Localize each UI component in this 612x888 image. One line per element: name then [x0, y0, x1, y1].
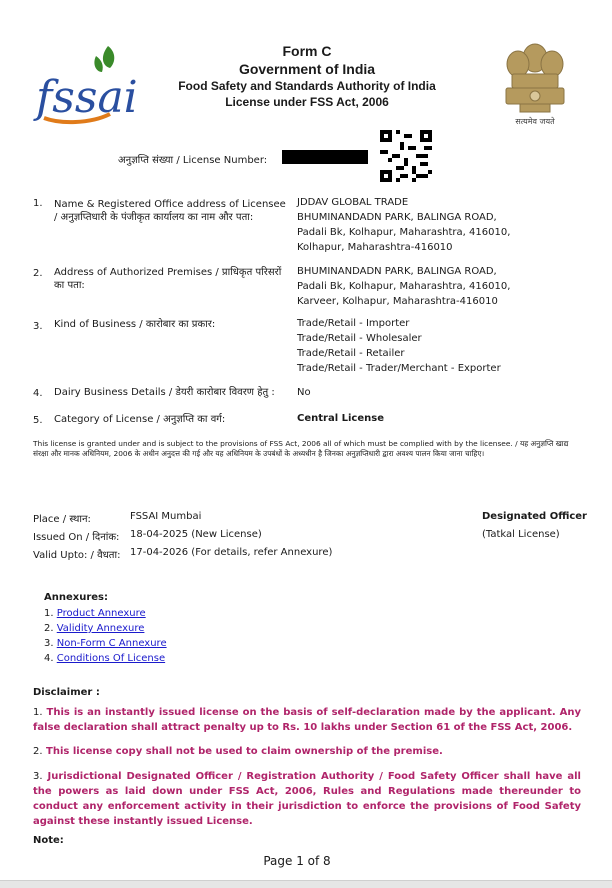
licensee-name: JDDAV GLOBAL TRADE: [297, 197, 409, 208]
item-value: [297, 264, 587, 309]
valid-value: 17-04-2026 (For details, refer Annexure): [130, 547, 333, 558]
license-terms-text: This license is granted under and is subject to the provisions of FSS Act, 2006 all of which must be complied with by the licensee. / यह अनुज्ञप्ति खाद्य संरक्षा और मानक अधिनियम, 2006 के अधीन अनुदत्त की गई और यह अधिनियम के उपबंधों के अध्यधीन है जिनका अनुज्ञप्तिधारी द्वारा अवश्य पालन किया जाना चाहिए।: [33, 439, 569, 458]
list-item: 1. Product Annexure: [44, 608, 146, 619]
item-value: [297, 385, 587, 400]
address-line: BHUMINANDADN PARK, BALINGA ROAD,: [297, 212, 497, 223]
list-item: 4. Conditions Of License: [44, 653, 166, 664]
item-number: 5.: [33, 415, 43, 426]
validity-annexure-link[interactable]: Validity Annexure: [56, 623, 145, 634]
national-emblem-icon: [490, 38, 580, 130]
place-value: FSSAI Mumbai: [130, 511, 202, 522]
designated-officer: Designated Officer: [482, 511, 587, 522]
item-number: 4.: [33, 388, 43, 399]
business-kind: Trade/Retail - Wholesaler: [297, 333, 422, 344]
business-kind: Trade/Retail - Importer: [297, 318, 410, 329]
government-title: Government of India: [238, 61, 376, 77]
valid-label: Valid Upto: / वैधता:: [33, 550, 121, 561]
item-value: [297, 316, 587, 376]
emblem-motto: सत्यमेव जयते: [515, 117, 555, 126]
address-line: Kolhapur, Maharashtra-416010: [297, 242, 453, 253]
item-number: 3.: [33, 321, 43, 332]
authority-title: Food Safety and Standards Authority of India: [178, 79, 436, 93]
item-number: 1.: [33, 198, 43, 209]
item-value: [297, 195, 587, 255]
svg-text:fssai: fssai: [36, 72, 138, 123]
note-label: Note:: [33, 835, 64, 846]
product-annexure-link[interactable]: Product Annexure: [56, 608, 146, 619]
qr-code-icon: [380, 130, 432, 182]
item-label: Dairy Business Details / डेयरी कारोबार विवरण हेतु :: [54, 387, 275, 398]
non-form-c-annexure-link[interactable]: Non-Form C Annexure: [56, 638, 167, 649]
address-line: Padali Bk, Kolhapur, Maharashtra, 416010,: [297, 227, 511, 238]
fssai-logo-icon: [30, 38, 138, 133]
list-item: 3. Non-Form C Annexure: [44, 638, 167, 649]
disclaimer-title: Disclaimer :: [33, 687, 100, 698]
page-bottom-border: [0, 880, 612, 888]
conditions-of-license-link[interactable]: Conditions Of License: [56, 653, 166, 664]
issued-label: Issued On / दिनांक:: [33, 532, 120, 543]
item-label: Category of License / अनुज्ञप्ति का वर्ग:: [54, 414, 226, 425]
officer-subtitle: (Tatkal License): [482, 529, 560, 540]
address-line: BHUMINANDADN PARK, BALINGA ROAD,: [297, 266, 497, 277]
item-label: Name & Registered Office address of Licensee / अनुज्ञप्तिधारी के पंजीकृत कार्यालय का नाम और पता:: [54, 199, 286, 223]
form-title: Form C: [282, 43, 332, 59]
item-value: [297, 411, 587, 426]
disclaimer-item: 2. This license copy shall not be used to claim ownership of the premise.: [33, 746, 443, 757]
page-number: Page 1 of 8: [263, 854, 331, 868]
dairy-details: No: [297, 387, 311, 398]
business-kind: Trade/Retail - Trader/Merchant - Exporter: [297, 363, 501, 374]
annexures-title: Annexures:: [44, 592, 108, 603]
annexure-list: [44, 606, 167, 666]
place-label: Place / स्थान:: [33, 514, 91, 525]
issued-value: 18-04-2025 (New License): [130, 529, 262, 540]
item-number: 2.: [33, 268, 43, 279]
disclaimer-item: 3. Jurisdictional Designated Officer / Registration Authority / Food Safety Officer shall have all the powers as laid down under FSS Act, 2006, Rules and Regulations made thereunder to conduct any enforcement activity in their jurisdiction to enforce the provisions of Food Safety against these instantly issued License.: [33, 771, 581, 827]
address-line: Karveer, Kolhapur, Maharashtra-416010: [297, 296, 498, 307]
address-line: Padali Bk, Kolhapur, Maharashtra, 416010,: [297, 281, 511, 292]
business-kind: Trade/Retail - Retailer: [297, 348, 405, 359]
license-number-redacted: [282, 150, 368, 164]
license-header: [150, 42, 464, 110]
license-number-label: अनुज्ञप्ति संख्या / License Number:: [118, 155, 268, 166]
disclaimer-item: 1. This is an instantly issued license on the basis of self-declaration made by the applicant. Any false declaration shall attract penalty up to Rs. 10 lakhs under Section 61 of the FSS Act, 2006.: [33, 707, 582, 733]
item-label: Kind of Business / कारोबार का प्रकार:: [54, 319, 216, 330]
license-category: Central License: [297, 413, 384, 424]
act-title: License under FSS Act, 2006: [225, 95, 389, 109]
item-label: Address of Authorized Premises / प्राधिकृत परिसरों का पता:: [54, 267, 282, 291]
list-item: 2. Validity Annexure: [44, 623, 145, 634]
